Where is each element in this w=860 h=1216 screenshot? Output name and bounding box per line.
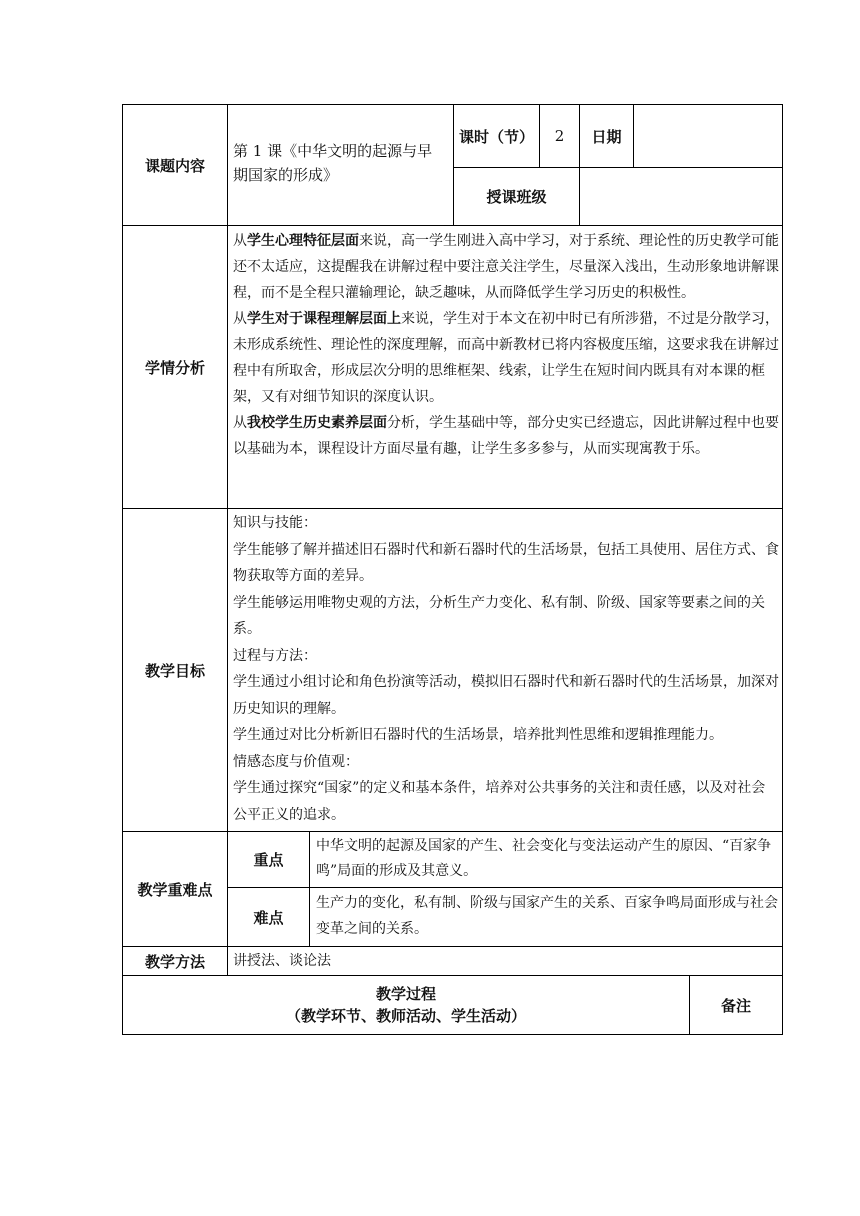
- date-label: 日期: [591, 127, 622, 146]
- paragraph-lead: 从: [233, 311, 247, 327]
- key-point-label: 重点: [253, 851, 284, 869]
- learner-analysis-label: 学情分析: [144, 358, 205, 377]
- objective-line: 学生通过探究“国家”的定义和基本条件，培养对公共事务的关注和责任感，以及对社会公平正义的追求。: [233, 780, 766, 823]
- objective-line: 学生通过小组讨论和角色扮演等活动，模拟旧石器时代和新石器时代的生活场景，加深对历史知识的理解。: [233, 674, 779, 717]
- process-title: 教学过程: [375, 985, 436, 1003]
- analysis-paragraph: [233, 228, 779, 306]
- objective-line: 学生能够运用唯物史观的方法，分析生产力变化、私有制、阶级、国家等要素之间的关系。: [233, 594, 765, 637]
- process-header: [123, 976, 689, 1034]
- difficult-point-text: 生产力的变化，私有制、阶级与国家产生的关系、百家争鸣局面形成与社会变革之间的关系。: [316, 895, 778, 937]
- table-border-right: [782, 104, 783, 1035]
- paragraph-emphasis: 我校学生历史素养层面: [247, 415, 387, 431]
- table-border-bottom: [122, 1034, 783, 1035]
- row-divider-key-difficult: [227, 887, 783, 888]
- paragraph-emphasis: 学生心理特征层面: [247, 233, 359, 249]
- objective-line: 过程与方法：: [233, 647, 317, 664]
- hours-value: 2: [554, 127, 565, 145]
- paragraph-lead: 从: [233, 415, 247, 431]
- objectives-text: [233, 510, 779, 828]
- objective-line: 学生通过对比分析新旧石器时代的生活场景，培养批判性思维和逻辑推理能力。: [233, 727, 723, 743]
- hours-label: 课时（节）: [458, 127, 534, 146]
- methods-label: 教学方法: [144, 952, 205, 971]
- learner-analysis-text: [233, 228, 779, 462]
- paragraph-emphasis: 学生对于课程理解层面上: [247, 311, 401, 327]
- col-divider-date: [633, 104, 634, 168]
- key-point-text: 中华文明的起源及国家的产生、社会变化与变法运动产生的原因、“百家争鸣”局面的形成及其意义。: [316, 838, 772, 879]
- methods-value: 讲授法、谈论法: [233, 953, 331, 969]
- objective-line: 知识与技能：: [233, 515, 317, 531]
- objective-line: 情感态度与价值观：: [233, 753, 359, 770]
- topic-value: 第 1 课《中华文明的起源与早期国家的形成》: [233, 142, 433, 184]
- paragraph-body: 来说，学生对于本文在初中时已有所涉猎，不过是分散学习，未形成系统性、理论性的深度理解，而高中新教材已将内容极度压缩，这要求我在讲解过程中有所取舍，形成层次分明的思维框架、线索，让学生在短时间内既具有对本课的框架，又有对细节知识的深度认识。: [233, 311, 779, 405]
- paragraph-body: 分析，学生基础中等，部分史实已经遗忘，因此讲解过程中也要以基础为本，课程设计方面尽量有趣，让学生多多参与，从而实现寓教于乐。: [233, 415, 779, 457]
- analysis-paragraph: [233, 306, 779, 410]
- col-divider-subrow: [309, 831, 310, 947]
- analysis-paragraph: [233, 410, 779, 462]
- paragraph-body: 来说，高一学生刚进入高中学习，对于系统、理论性的历史教学可能还不太适应，这提醒我在讲解过程中要注意关注学生，尽量深入浅出，生动形象地讲解课程，而不是全程只灌输理论，缺乏趣味，从而降低学生学习历史的积极性。: [233, 233, 779, 301]
- notes-label: 备注: [720, 996, 751, 1015]
- key-points-label: 教学重难点: [137, 880, 213, 899]
- paragraph-lead: 从: [233, 233, 247, 249]
- class-label: 授课班级: [486, 188, 547, 206]
- objectives-label: 教学目标: [144, 661, 205, 680]
- topic-label: 课题内容: [144, 156, 205, 175]
- difficult-point-label: 难点: [253, 908, 284, 927]
- process-subtitle: （教学环节、教师活动、学生活动）: [285, 1007, 526, 1025]
- objective-line: 学生能够了解并描述旧石器时代和新石器时代的生活场景，包括工具使用、居住方式、食物获取等方面的差异。: [233, 541, 779, 584]
